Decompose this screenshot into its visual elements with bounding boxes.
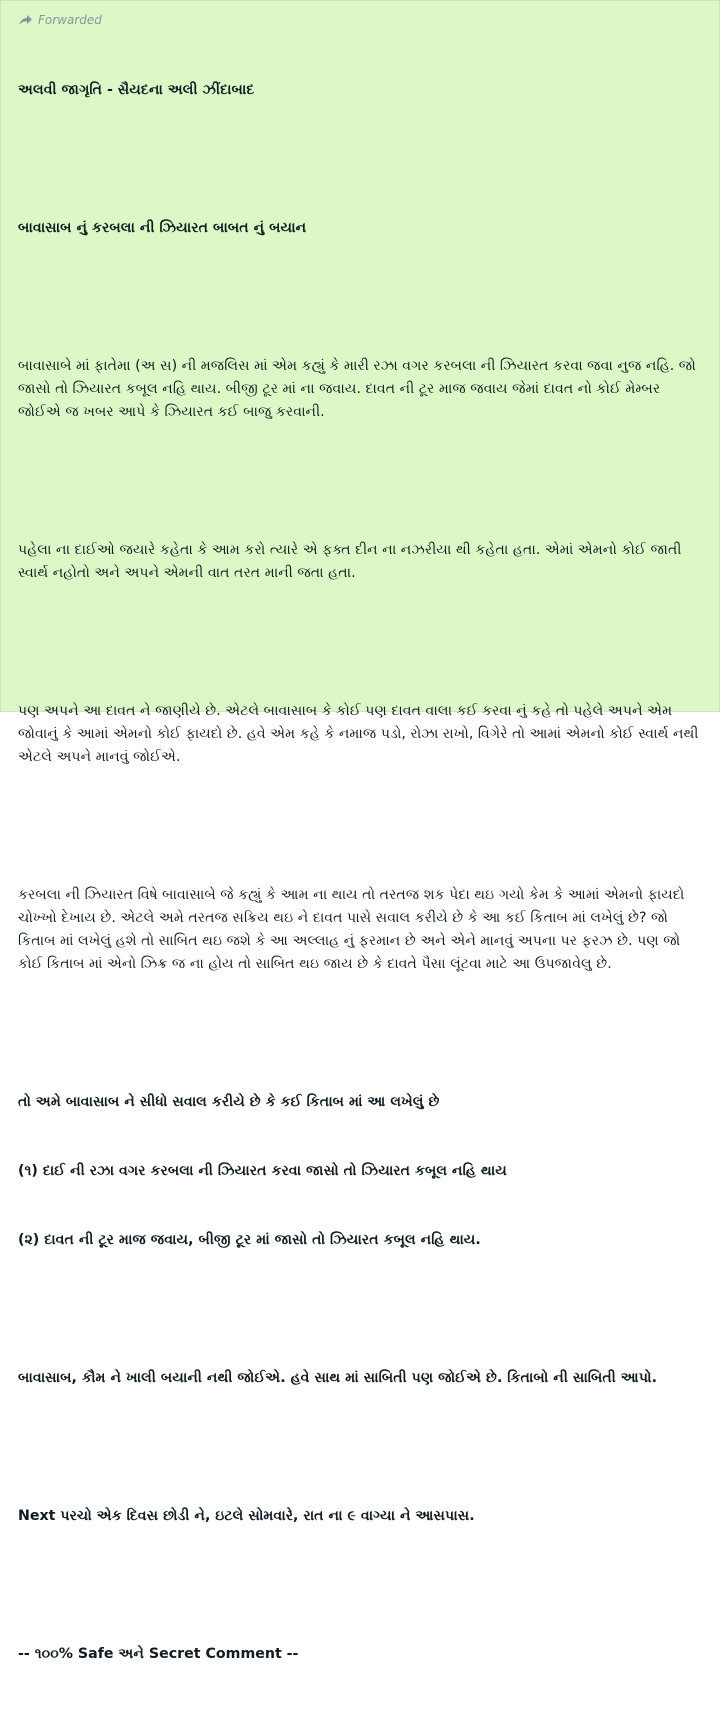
paragraph-4: કરબલા ની ઝિયારત વિષે બાવાસાબે જે કહ્યું કે આમ ના થાય તો તરતજ શક પેદા થઇ ગયો કેમ કે આમાં એમનો ફાયદો ચોખ્ખો દેખાય છે. એટલે અમે તરતજ સક્રિય થઇ ને દાવત પાસે સવાલ કરીયે છે કે આ કઈ કિતાબ માં લખેલું છે? જો કિતાબ માં લખેલું હશે તો સાબિત થઇ જશે કે આ અલ્લાહ નું ફરમાન છે અને એને માનવું અપના પર ફરઝ છે. પણ જો કોઈ કિતાબ માં એનો ઝિક્ર જ ના હોય તો સાબિત થઇ જાય છે કે દાવતે પૈસા લૂંટવા માટે આ ઉપજાવેલુ છે.: [18, 887, 689, 972]
paragraph-1: બાવાસાબે માં ફાતેમા (અ સ) ની મજલિસ માં એમ કહ્યું કે મારી રઝા વગર કરબલા ની ઝિયારત કરવા જવા નુજ નહિ. જો જાસો તો ઝિયારત કબૂલ નહિ થાય. બીજી ટૂર માં ના જવાય. દાવત ની ટૂર માજ જવાય જેમાં દાવત નો કોઈ મેમ્બર જોઈએ જ ખબર આપે કે ઝિયારત કઈ બાજુ કરવાની.: [18, 358, 701, 420]
paragraph-2: પહેલા ના દાઈઓ જયારે કહેતા કે આમ કરો ત્યારે એ ફક્ત દીન ના નઝરીયા થી કહેતા હતા. એમાં એમનો કોઈ જાતી સ્વાર્થ નહોતો અને અપને એમની વાત તરત માની જતા હતા.: [18, 542, 686, 581]
message-text: [18, 29, 705, 1712]
message-subtitle: બાવાસાબ નું કરબલા ની ઝિયારત બાબત નું બયાન: [18, 220, 307, 236]
forward-arrow-icon: [18, 13, 34, 27]
question-intro: તો અમે બાવાસાબ ને સીધો સવાલ કરીયે છે કે કઈ કિતાબ માં આ લખેલું છે: [18, 1094, 440, 1110]
question-1: (૧) દાઈ ની રઝા વગર કરબલા ની ઝિયારત કરવા જાસો તો ઝિયારત કબૂલ નહિ થાય: [18, 1163, 507, 1179]
paragraph-3: પણ અપને આ દાવત ને જાણીયે છે. એટલે બાવાસાબ કે કોઈ પણ દાવત વાલા કઈ કરવા નું કહે તો પહેલે અપને એમ જોવાનું કે આમાં એમનો કોઈ ફાયદો છે. હવે એમ કહે કે નમાજ પડો, રોઝા રાખો, વિગેરે તો આમાં એમનો કોઈ સ્વાર્થ નથી એટલે અપને માનવું જોઈએ.: [18, 703, 703, 765]
footer-comment: -- ૧૦૦% Safe અને Secret Comment --: [18, 1646, 299, 1662]
forwarded-label: Forwarded: [38, 13, 102, 27]
forwarded-indicator: [18, 11, 705, 29]
next-notice: Next પરચો એક દિવસ છોડી ને, ઇટલે સોમવારે, રાત ના ૯ વાગ્યા ને આસપાસ.: [18, 1508, 475, 1524]
message-title: અલવી જાગૃતિ - સૈયદના અલી ઝીંદાબાદ: [18, 82, 255, 98]
demand-text: બાવાસાબ, કૌમ ને ખાલી બયાની નથી જોઈએ. હવે સાથ માં સાબિતી પણ જોઈએ છે. કિતાબો ની સાબિતી આપો.: [18, 1370, 657, 1386]
question-2: (૨) દાવત ની ટૂર માજ જવાય, બીજી ટૂર માં જાસો તો ઝિયારત કબૂલ નહિ થાય.: [18, 1232, 481, 1248]
